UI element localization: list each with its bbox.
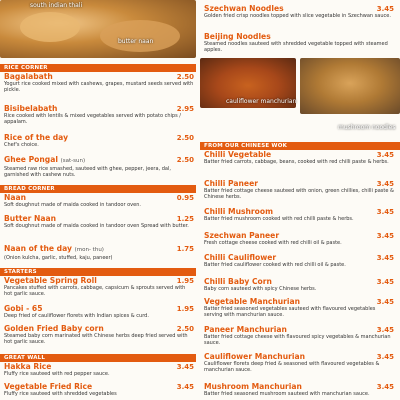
item-desc: Deep fried of cauliflower florets with Indian spices & curd. bbox=[4, 313, 149, 319]
item-price: 3.45 bbox=[176, 383, 194, 391]
item-name: Ghee Pongal (sat-sun) bbox=[4, 155, 86, 164]
item-name: Naan bbox=[4, 193, 27, 202]
right-column bbox=[200, 0, 400, 400]
item-name: Beijing Noodles bbox=[204, 32, 271, 41]
great-wall-header: GREAT WALL bbox=[0, 354, 196, 362]
item-desc: Batter fried seasoned vegetables sauteed with flavoured vegetables serving with manchurian sauce. bbox=[204, 306, 376, 318]
item-name: Mushroom Manchurian bbox=[204, 382, 302, 391]
item-desc: Batter fried mushroom cooked with red chilli paste & herbs. bbox=[204, 216, 354, 222]
cauliflower-photo bbox=[200, 58, 296, 108]
item-desc: Fluffy rice sauteed with shredded vegetables bbox=[4, 391, 117, 397]
item-desc: Chef's choice. bbox=[4, 142, 39, 148]
menu-item bbox=[4, 104, 194, 125]
starters-header: STARTERS bbox=[0, 268, 196, 276]
butter-naan-caption: butter naan bbox=[118, 38, 154, 45]
item-desc: Batter fried carrots, cabbage, beans, cooked with red chilli paste & herbs. bbox=[204, 159, 389, 165]
item-price: 3.45 bbox=[376, 232, 394, 240]
item-price: 3.45 bbox=[376, 180, 394, 188]
item-price: 3.45 bbox=[376, 353, 394, 361]
menu-item bbox=[4, 382, 194, 397]
item-name: Vegetable Fried Rice bbox=[4, 382, 93, 391]
item-desc: Steamed raw rice smashed, sauteed with ghee, pepper, jeera, dal, garnished with cashew nuts. bbox=[4, 166, 171, 178]
mushroom-noodles-caption: mushroom noodles bbox=[338, 124, 396, 131]
menu-item bbox=[4, 214, 194, 229]
menu-item bbox=[204, 4, 394, 19]
item-days: (mon- thu) bbox=[74, 247, 104, 253]
item-name: Butter Naan bbox=[4, 214, 57, 223]
menu-item bbox=[204, 32, 394, 53]
item-desc: Rice cooked with lentils & mixed vegetables served with potato chips / appalam. bbox=[4, 113, 181, 125]
item-name: Chilli Cauliflower bbox=[204, 253, 277, 262]
menu-item bbox=[204, 277, 394, 292]
item-days: (sat-sun) bbox=[60, 158, 86, 164]
item-price: 1.75 bbox=[176, 245, 194, 253]
item-price: 1.95 bbox=[176, 277, 194, 285]
item-desc: Batter fried cottage cheese with flavoured spicy vegetables & manchurian sauce. bbox=[204, 334, 391, 346]
chinese-wok-header: FROM OUR CHINESE WOK bbox=[200, 142, 400, 150]
menu-item bbox=[4, 362, 194, 377]
item-name: Naan of the day (mon- thu) bbox=[4, 244, 104, 253]
menu-item bbox=[204, 207, 394, 222]
menu-item bbox=[204, 179, 394, 200]
item-price: 2.50 bbox=[176, 134, 194, 142]
item-price: 3.45 bbox=[376, 254, 394, 262]
item-price: 3.45 bbox=[376, 5, 394, 13]
item-price: 1.95 bbox=[176, 305, 194, 313]
menu-item bbox=[204, 325, 394, 346]
item-price: 3.45 bbox=[376, 298, 394, 306]
item-name: Paneer Manchurian bbox=[204, 325, 287, 334]
item-price: 2.50 bbox=[176, 156, 194, 164]
item-price: 3.45 bbox=[376, 383, 394, 391]
item-price: 3.45 bbox=[376, 208, 394, 216]
menu-item bbox=[204, 150, 394, 165]
item-price: 3.45 bbox=[176, 363, 194, 371]
item-name: Szechwan Paneer bbox=[204, 231, 280, 240]
item-desc: Batter fried cottage cheese sauteed with onion, green chillies, chilli paste & Chinese herbs. bbox=[204, 188, 394, 200]
item-name: Szechwan Noodles bbox=[204, 4, 284, 13]
item-name: Vegetable Spring Roll bbox=[4, 276, 97, 285]
menu-item bbox=[4, 193, 194, 208]
item-desc: Yogurt rice cooked mixed with cashews, grapes, mustard seeds served with pickle. bbox=[4, 81, 194, 93]
item-name: Vegetable Manchurian bbox=[204, 297, 301, 306]
rice-corner-header: RICE CORNER bbox=[0, 64, 196, 72]
menu-item bbox=[4, 244, 194, 261]
menu-item bbox=[204, 382, 394, 397]
menu-item bbox=[4, 155, 194, 178]
south-indian-caption: south indian thali bbox=[30, 2, 83, 9]
south-indian-photo bbox=[0, 0, 196, 58]
item-desc: Soft doughnut made of maida cooked in tandoor oven. bbox=[4, 202, 141, 208]
item-name: Hakka Rice bbox=[4, 362, 52, 371]
menu-item bbox=[4, 304, 194, 319]
item-price: 1.25 bbox=[176, 215, 194, 223]
item-desc: Golden fried crisp noodles topped with slice vegetable in Szechwan sauce. bbox=[204, 13, 391, 19]
item-desc: Baby corn sauteed with spicy Chinese herbs. bbox=[204, 286, 317, 292]
menu-item bbox=[4, 72, 194, 93]
item-price: 2.50 bbox=[176, 325, 194, 333]
item-price: 3.45 bbox=[376, 151, 394, 159]
item-name: Chilli Mushroom bbox=[204, 207, 274, 216]
item-desc: Steamed noodles sauteed with shredded vegetable topped with steamed apples. bbox=[204, 41, 388, 53]
menu-item bbox=[204, 253, 394, 268]
item-name: Cauliflower Manchurian bbox=[204, 352, 305, 361]
menu-item bbox=[204, 231, 394, 246]
item-price: 3.45 bbox=[376, 278, 394, 286]
menu-item bbox=[204, 352, 394, 373]
item-desc: Steamed baby corn marinated with Chinese herbs deep fried served with hot garlic sauce. bbox=[4, 333, 188, 345]
item-desc: Soft doughnut made of maida cooked in tandoor oven Spread with butter. bbox=[4, 223, 189, 229]
item-name: Gobi - 65 bbox=[4, 304, 43, 313]
item-desc: Batter fried cauliflower cooked with red chilli oil & paste. bbox=[204, 262, 346, 268]
item-desc: Fresh cottage cheese cooked with red chilli oil & paste. bbox=[204, 240, 342, 246]
bread-corner-header: BREAD CORNER bbox=[0, 185, 196, 193]
menu-item bbox=[4, 133, 194, 148]
item-name: Bisibelabath bbox=[4, 104, 58, 113]
menu-item bbox=[4, 276, 194, 297]
item-name: Chilli Vegetable bbox=[204, 150, 272, 159]
item-name: Chilli Baby Corn bbox=[204, 277, 272, 286]
item-name: Rice of the day bbox=[4, 133, 69, 142]
item-price: 2.95 bbox=[176, 105, 194, 113]
item-price: 3.45 bbox=[376, 326, 394, 334]
item-name: Bagalabath bbox=[4, 72, 53, 81]
item-desc: (Onion kulcha, garlic, stuffed, kaju, paneer) bbox=[4, 255, 113, 261]
item-price: 2.50 bbox=[176, 73, 194, 81]
menu-item bbox=[4, 324, 194, 345]
item-desc: Cauliflower florets deep fried & seasoned with flavoured vegetables & manchurian sauce. bbox=[204, 361, 380, 373]
item-desc: Batter fried seasoned mushroom sauteed with manchurian sauce. bbox=[204, 391, 370, 397]
cauliflower-caption: cauliflower manchurian bbox=[226, 98, 297, 105]
left-column bbox=[0, 0, 196, 400]
item-name: Chilli Paneer bbox=[204, 179, 258, 188]
menu-item bbox=[204, 297, 394, 318]
item-name: Golden Fried Baby corn bbox=[4, 324, 104, 333]
item-price: 0.95 bbox=[176, 194, 194, 202]
mushroom-noodles-photo bbox=[300, 58, 400, 131]
item-desc: Fluffy rice sauteed with red pepper sauce. bbox=[4, 371, 110, 377]
item-desc: Pancakes stuffed with carrots, cabbage, capsicum & sprouts served with hot garlic sauce. bbox=[4, 285, 186, 297]
